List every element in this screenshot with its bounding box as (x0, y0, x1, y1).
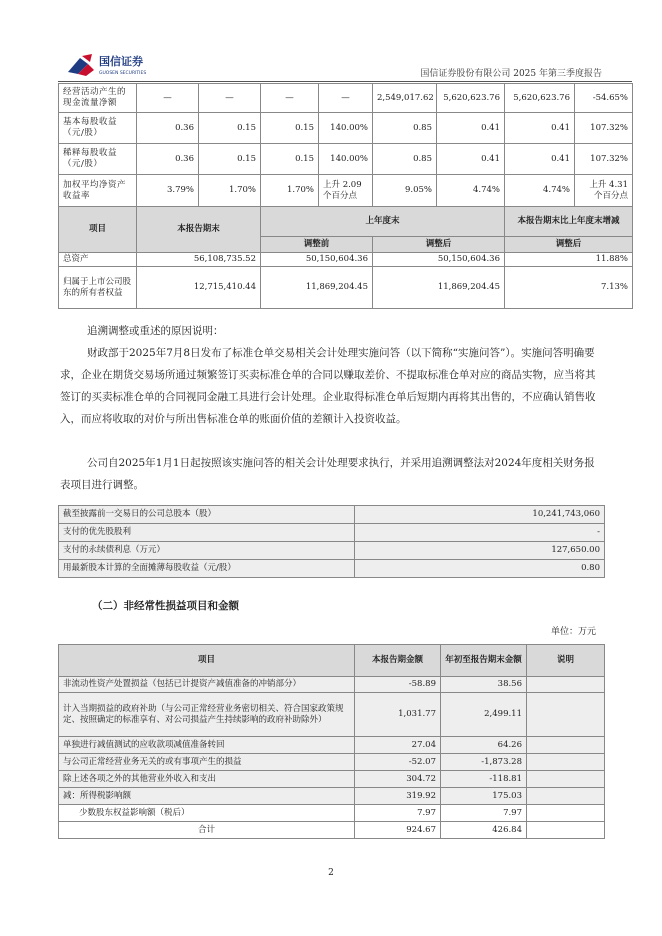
header-ytd: 年初至报告期末金额 (441, 645, 527, 677)
row-label: 支付的永续债利息（万元） (59, 542, 355, 560)
share-capital-table (58, 505, 605, 578)
table-cell (527, 754, 605, 771)
table-cell: 7.97 (441, 805, 527, 822)
table-row (59, 542, 605, 560)
row-label: 用最新股本计算的全面摊薄每股收益（元/股） (59, 560, 355, 578)
table-cell: 10,241,743,060 (355, 506, 605, 524)
table-cell: 3.79% (137, 175, 199, 207)
table-cell (527, 693, 605, 737)
table-row (59, 693, 605, 737)
table-header-row (59, 645, 605, 677)
table-row (59, 253, 633, 267)
row-label: 归属于上市公司股东的所有者权益 (59, 267, 137, 309)
restatement-method: 公司自2025年1月1日起按照该实施问答的相关会计处理要求执行，并采用追溯调整法对2024年度相关财务报表项目进行调整。 (60, 457, 595, 491)
table-cell: 319.92 (355, 788, 441, 805)
table-cell: 5,620,623.76 (437, 84, 505, 113)
table-cell: -54.65% (575, 84, 633, 113)
row-label: 与公司正常经营业务无关的或有事项产生的损益 (59, 754, 355, 771)
table-cell: 924.67 (355, 822, 441, 839)
row-label: 计入当期损益的政府补助（与公司正常经营业务密切相关、符合国家政策规定、按照确定的标准享有、对公司损益产生持续影响的政府补助除外） (59, 693, 355, 737)
header-prior-year-end: 上年度末 (261, 207, 505, 237)
table-cell: 304.72 (355, 771, 441, 788)
table-row (59, 144, 633, 175)
table-cell: 11.88% (505, 253, 633, 267)
table-cell: 175.03 (441, 788, 527, 805)
table-cell: 64.26 (441, 737, 527, 754)
row-label: 经营活动产生的现金流量净额 (59, 84, 137, 113)
table-cell: 12,715,410.44 (137, 267, 261, 309)
table-cell: 11,869,204.45 (373, 267, 505, 309)
table-cell: 4.74% (505, 175, 575, 207)
table-cell: 426.84 (441, 822, 527, 839)
table-row (59, 113, 633, 144)
table-cell: 0.85 (373, 144, 437, 175)
table-cell (527, 677, 605, 693)
table-cell (527, 822, 605, 839)
table-cell: 107.32% (575, 113, 633, 144)
table-cell: 140.00% (319, 113, 373, 144)
table-cell: 7.97 (355, 805, 441, 822)
row-label: 总资产 (59, 253, 137, 267)
table-cell (527, 805, 605, 822)
table-cell: — (137, 84, 199, 113)
table-cell: 2,549,017.62 (373, 84, 437, 113)
table-cell: 0.15 (199, 113, 261, 144)
row-label: 加权平均净资产收益率 (59, 175, 137, 207)
unit-label: 单位：万元 (550, 627, 596, 637)
table-cell: -58.89 (355, 677, 441, 693)
table-cell: 0.85 (373, 113, 437, 144)
table-cell: 11,869,204.45 (261, 267, 373, 309)
table-cell: 38.56 (441, 677, 527, 693)
header-after-adjust-2: 调整后 (505, 237, 633, 253)
restatement-intro: 追溯调整或重述的原因说明： (87, 325, 224, 337)
table-row (59, 506, 605, 524)
table-cell: — (261, 84, 319, 113)
table-cell: 0.36 (137, 113, 199, 144)
table-header-row (59, 207, 633, 237)
table-total-row (59, 822, 605, 839)
table-cell: 上升 4.31 个百分点 (575, 175, 633, 207)
table-cell: 50,150,604.36 (373, 253, 505, 267)
table-cell: 107.32% (575, 144, 633, 175)
row-label: 单独进行减值测试的应收款项减值准备转回 (59, 737, 355, 754)
row-label: 支付的优先股股利 (59, 524, 355, 542)
table-cell: -118.81 (441, 771, 527, 788)
table-cell: -1,873.28 (441, 754, 527, 771)
table-cell: 0.41 (505, 144, 575, 175)
table-cell: 0.41 (437, 144, 505, 175)
row-label: 基本每股收益（元/股） (59, 113, 137, 144)
table-cell: 1,031.77 (355, 693, 441, 737)
table-row (59, 771, 605, 788)
table-cell: — (199, 84, 261, 113)
table-cell: 50,150,604.36 (261, 253, 373, 267)
row-label: 少数股东权益影响额（税后） (59, 805, 355, 822)
header-item: 项目 (59, 207, 137, 253)
row-label: 截至披露前一交易日的公司总股本（股） (59, 506, 355, 524)
table-cell: 0.41 (505, 113, 575, 144)
table-cell: 127,650.00 (355, 542, 605, 560)
table-cell (527, 788, 605, 805)
table-cell: 7.13% (505, 267, 633, 309)
logo-en-text: GUOSEN SECURITIES (99, 71, 147, 76)
non-recurring-items-table (58, 644, 605, 839)
table-row (59, 175, 633, 207)
header-note: 说明 (527, 645, 605, 677)
header-current: 本报告期末 (137, 207, 261, 253)
table-cell (527, 737, 605, 754)
header-divider (58, 81, 632, 82)
table-row (59, 560, 605, 578)
table-cell: 9.05% (373, 175, 437, 207)
header-after-adjust: 调整后 (373, 237, 505, 253)
table-cell: 上升 2.09 个百分点 (319, 175, 373, 207)
header-item: 项目 (59, 645, 355, 677)
report-header-title: 国信证券股份有限公司 2025 年第三季度报告 (420, 69, 602, 79)
table-row (59, 267, 633, 309)
table-row (59, 805, 605, 822)
table-cell: 1.70% (199, 175, 261, 207)
table-cell: 5,620,623.76 (505, 84, 575, 113)
table-row (59, 754, 605, 771)
row-label: 稀释每股收益（元/股） (59, 144, 137, 175)
key-financial-table (58, 83, 633, 309)
page-number: 2 (328, 868, 334, 878)
table-cell: 1.70% (261, 175, 319, 207)
company-logo (66, 52, 186, 78)
table-cell: 2,499.11 (441, 693, 527, 737)
restatement-reason: 财政部于2025年7月8日发布了标准仓单交易相关会计处理实施问答（以下简称“实施问答”）。实施问答明确要求，企业在期货交易场所通过频繁签订买卖标准仓单的合同以赚取差价、不提取标准仓单对应的商品实物，应当将其签订的买卖标准仓单的合同视同金融工具进行会计处理。企业取得标准仓单后短期内再将其出售的，不应确认销售收入，而应将收取的对价与所出售标准仓单的账面价值的差额计入投资收益。 (60, 347, 596, 425)
header-before-adjust: 调整前 (261, 237, 373, 253)
header-current: 本报告期金额 (355, 645, 441, 677)
table-cell: 0.15 (261, 113, 319, 144)
section-title: （二）非经常性损益项目和金额 (92, 600, 239, 612)
table-row (59, 737, 605, 754)
table-cell: 4.74% (437, 175, 505, 207)
guosen-logo-icon (66, 52, 186, 78)
table-cell: -52.07 (355, 754, 441, 771)
table-row (59, 524, 605, 542)
table-cell: 0.80 (355, 560, 605, 578)
logo-cn-text: 国信证券 (99, 55, 143, 68)
table-cell: — (319, 84, 373, 113)
table-cell: 0.15 (261, 144, 319, 175)
row-label: 除上述各项之外的其他营业外收入和支出 (59, 771, 355, 788)
row-label: 合计 (59, 822, 355, 839)
table-cell: 0.41 (437, 113, 505, 144)
table-row (59, 677, 605, 693)
table-cell: 140.00% (319, 144, 373, 175)
table-cell: 56,108,735.52 (137, 253, 261, 267)
table-cell: 0.15 (199, 144, 261, 175)
table-cell: 27.04 (355, 737, 441, 754)
row-label: 非流动性资产处置损益（包括已计提资产减值准备的冲销部分） (59, 677, 355, 693)
row-label: 减：所得税影响额 (59, 788, 355, 805)
table-cell: - (355, 524, 605, 542)
table-cell: 0.36 (137, 144, 199, 175)
header-change: 本报告期末比上年度末增减 (505, 207, 633, 237)
table-row (59, 788, 605, 805)
table-cell (527, 771, 605, 788)
table-row (59, 84, 633, 113)
